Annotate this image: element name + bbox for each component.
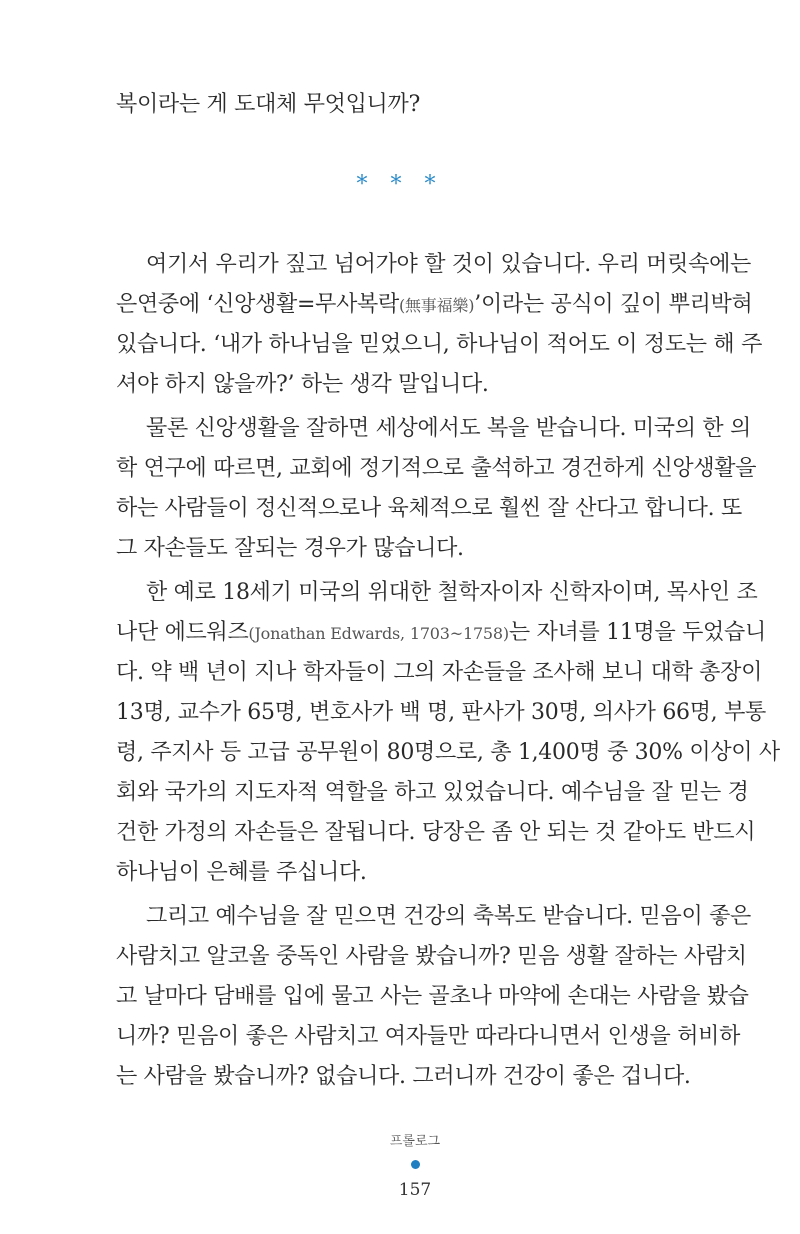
page-number: 157: [398, 1180, 432, 1200]
p4-line2: [116, 942, 747, 972]
p1-line2: [116, 290, 753, 321]
text-segment: 하나님이 은혜를 주십니다.: [116, 860, 367, 885]
footer-dot-icon: [411, 1160, 420, 1169]
text-segment: 그리고 예수님을 잘 믿으면 건강의 축복도 받습니다. 믿음이 좋은: [146, 904, 751, 929]
text-segment: 고 날마다 담배를 입에 물고 사는 골초나 마약에 손대는 사람을 봤습: [116, 984, 749, 1009]
p2-line2: [116, 454, 757, 484]
p4-line5: [116, 1062, 716, 1092]
p2-line4: [116, 534, 716, 564]
text-segment: 13명, 교수가 65명, 변호사가 백 명, 판사가 30명, 의사가 66명, 부통: [116, 700, 766, 725]
text-segment: 다. 약 백 년이 지나 학자들이 그의 자손들을 조사해 보니 대학 총장이: [116, 660, 763, 685]
text-segment: 니까? 믿음이 좋은 사람치고 여자들만 따라다니면서 인생을 허비하: [116, 1024, 741, 1049]
p3-line4: [116, 698, 766, 728]
p4-line1: [146, 902, 751, 932]
text-segment: ’이라는 공식이 깊이 뿌리박혀: [474, 292, 753, 317]
text-segment: 한 예로 18세기 미국의 위대한 철학자이자 신학자이며, 목사인 조: [146, 580, 758, 605]
intro-line: 복이라는 게 도대체 무엇입니까?: [116, 92, 420, 117]
p3-line6: [116, 778, 749, 808]
p4-line4: [116, 1022, 741, 1052]
p3-line5: [116, 738, 780, 768]
p1-line1: [146, 250, 751, 280]
p2-line3: [116, 494, 742, 524]
p1-line3: [116, 330, 763, 360]
text-segment: 물론 신앙생활을 잘하면 세상에서도 복을 받습니다. 미국의 한 의: [146, 416, 751, 441]
text-segment: 는 자녀를 11명을 두었습니: [508, 620, 766, 645]
text-segment: 그 자손들도 잘되는 경우가 많습니다.: [116, 536, 464, 561]
p3-line3: [116, 658, 763, 688]
p1-line4: [116, 370, 716, 400]
text-segment: 령, 주지사 등 고급 공무원이 80명으로, 총 1,400명 중 30% 이상이 사: [116, 740, 780, 765]
text-segment: 셔야 하지 않을까?’ 하는 생각 말입니다.: [116, 372, 489, 397]
p3-line2: [116, 618, 766, 649]
section-separator: * * *: [356, 172, 444, 197]
p2-line1: [146, 414, 751, 444]
text-segment: 학 연구에 따르면, 교회에 정기적으로 출석하고 경건하게 신앙생활을: [116, 456, 757, 481]
text-segment: 있습니다. ‘내가 하나님을 믿었으니, 하나님이 적어도 이 정도는 해 주: [116, 332, 763, 357]
text-segment: 건한 가정의 자손들은 잘됩니다. 당장은 좀 안 되는 것 같아도 반드시: [116, 820, 756, 845]
text-segment: 나단 에드워즈: [116, 620, 249, 645]
p3-line7: [116, 818, 756, 848]
p3-line8: [116, 858, 716, 888]
p3-line1: [146, 578, 758, 608]
running-footer-section: 프롤로그: [389, 1134, 441, 1149]
text-segment: 는 사람을 봤습니까? 없습니다. 그러니까 건강이 좋은 겁니다.: [116, 1064, 691, 1089]
name-annotation: (Jonathan Edwards, 1703~1758): [248, 624, 509, 643]
text-segment: 하는 사람들이 정신적으로나 육체적으로 훨씬 잘 산다고 합니다. 또: [116, 496, 742, 521]
text-segment: 회와 국가의 지도자적 역할을 하고 있었습니다. 예수님을 잘 믿는 경: [116, 780, 749, 805]
text-segment: 여기서 우리가 짚고 넘어가야 할 것이 있습니다. 우리 머릿속에는: [146, 252, 751, 277]
hanja-annotation: (無事福樂): [398, 296, 475, 315]
p4-line3: [116, 982, 749, 1012]
text-segment: 은연중에 ‘신앙생활=무사복락: [116, 292, 399, 317]
text-segment: 사람치고 알코올 중독인 사람을 봤습니까? 믿음 생활 잘하는 사람치: [116, 944, 747, 969]
